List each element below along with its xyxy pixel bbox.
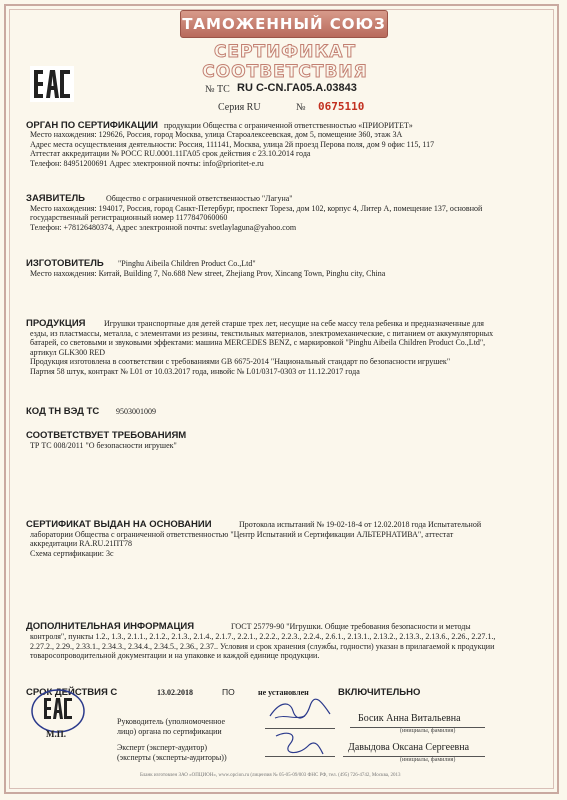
organ-line: продукции Общества с ограниченной ответственностью «ПРИОРИТЕТ» <box>164 121 413 130</box>
basis-line: аккредитации RA.RU.21ПТ78 <box>30 539 132 548</box>
validity-from: 13.02.2018 <box>157 688 193 697</box>
product-line: Игрушки транспортные для детей старше трех лет, несущие на себе массу тела ребенка и предназначенные для <box>104 319 484 328</box>
validity-inclusive: ВКЛЮЧИТЕЛЬНО <box>338 687 421 698</box>
manufacturer-line: Место нахождения: Китай, Building 7, No.688 New street, Zhejiang Prov, Xincang Town, Pinghu city, China <box>30 269 386 278</box>
head-label: лицо) органа по сертификации <box>117 727 222 736</box>
footer-printer-info: Бланк изготовлен ЗАО «ОПЦИОН», www.opcion.ru (лицензия № 05-05-09/003 ФНС РФ, тел. (495) 726-4742, Москва, 2013 <box>140 773 401 778</box>
head-initials-caption: (инициалы, фамилия) <box>400 728 456 734</box>
expert-label: Эксперт (эксперт-аудитор) <box>117 743 208 752</box>
product-line: Партия 58 штук, контракт № L01 от 10.03.2017 года, инвойс № L01/0317-0303 от 11.12.2017 года <box>30 367 360 376</box>
additional-line: ГОСТ 25779-90 "Игрушки. Общие требования безопасности и методы <box>231 622 471 631</box>
validity-heading: СРОК ДЕЙСТВИЯ С <box>26 687 118 698</box>
applicant-line: Место нахождения: 194017, Россия, город Санкт-Петербург, проспект Тореза, дом 102, корпус 4, Литер А, помещение 137, основной <box>30 204 483 213</box>
expert-name: Давыдова Оксана Сергеевна <box>348 742 470 753</box>
organ-heading: ОРГАН ПО СЕРТИФИКАЦИИ <box>26 120 158 131</box>
product-heading: ПРОДУКЦИЯ <box>26 318 86 329</box>
applicant-line: государственный регистрационный номер 1177847060060 <box>30 213 228 222</box>
product-line: артикул GLK300 RED <box>30 348 106 357</box>
organ-line: Аттестат аккредитации № РОСС RU.0001.11ГА05 срок действия с 23.10.2014 года <box>30 149 311 158</box>
organ-line: Телефон: 84951200691 Адрес электронной почты: info@prioritet-e.ru <box>30 159 264 168</box>
compliance-heading: СООТВЕТСТВУЕТ ТРЕБОВАНИЯМ <box>26 430 187 441</box>
series-label: Серия RU <box>218 102 261 113</box>
series-number: 0675110 <box>318 100 365 113</box>
series-no-label: № <box>296 102 306 113</box>
validity-to: не установлен <box>258 688 309 697</box>
additional-heading: ДОПОЛНИТЕЛЬНАЯ ИНФОРМАЦИЯ <box>26 621 195 632</box>
product-line: батарей, со световыми и звуковыми эффектами: машина MERCEDES BENZ, с маркировкой "Pinghu Aibeila Children Product Co.,Ltd", <box>30 338 486 347</box>
expert-signature-line <box>265 756 335 757</box>
applicant-line: Телефон: +78126480374, Адрес электронной почты: svetlaylaguna@yahoo.com <box>30 223 297 232</box>
customs-union-banner <box>180 10 388 38</box>
head-label: Руководитель (уполномоченное <box>117 717 226 726</box>
stamp-mp: М.П. <box>46 729 66 739</box>
organ-line: Место нахождения: 129626, Россия, город Москва, улица Староалексеевская, дом 5, помещение 360, этаж 3А <box>30 130 403 139</box>
manufacturer-line: "Pinghu Aibeila Children Product Co.,Ltd" <box>118 259 256 268</box>
basis-line: лаборатории Общества с ограниченной ответственностью "Центр Испытаний и Сертификации АЛЬТЕРНАТИВА", аттестат <box>30 530 454 539</box>
organ-line: Адрес места осуществления деятельности: Россия, 111141, Москва, улица 2й проезд Перова поля, дом 9 офис 115, 117 <box>30 140 435 149</box>
additional-line: контроля", пункты 1.2., 1.3., 2.1.1., 2.1.2., 2.1.3., 2.1.4., 2.1.7., 2.2.1., 2.2.2., 2.2.3., 2.2.4., 2.6.1., 2.13.1., 2.13.2., 2.13.3., 2.13.6., 2.26., 2.27.1., <box>30 632 496 641</box>
product-line: езды, из пластмассы, металла, с элементами из резины, текстильных материалов, электромеханические, с питанием от аккумуляторных <box>30 329 494 338</box>
manufacturer-heading: ИЗГОТОВИТЕЛЬ <box>26 258 104 269</box>
applicant-heading: ЗАЯВИТЕЛЬ <box>26 193 85 204</box>
code-value: 9503001009 <box>116 407 156 416</box>
certificate-number: RU C-CN.ГА05.А.03843 <box>237 82 357 94</box>
code-heading: КОД ТН ВЭД ТС <box>26 406 100 417</box>
additional-line: товаросопроводительной документации и на упаковке и каждой единице продукции. <box>30 651 320 660</box>
basis-line: Протокола испытаний № 19-02-18-4 от 12.02.2018 года Испытательной <box>239 520 482 529</box>
certificate-title: СЕРТИФИКАТ СООТВЕТСТВИЯ <box>202 42 368 82</box>
validity-to-label: ПО <box>222 687 235 697</box>
banner-text: ТАМОЖЕННЫЙ СОЮЗ <box>182 15 386 33</box>
additional-line: 2.27.2., 2.29., 2.33.1., 2.34.3., 2.34.4., 2.34.5., 2.36., 2.37.. Условия и срок хранения (службы, годности) указан в прилагаемой к продукции <box>30 642 495 651</box>
expert-label: (эксперты (эксперты-аудиторы)) <box>117 753 227 762</box>
head-signature-icon <box>265 696 335 726</box>
eac-logo-icon <box>30 66 74 102</box>
head-name: Босик Анна Витальевна <box>358 713 461 724</box>
product-line: Продукция изготовлена в соответствии с требованиями GB 6675-2014 "Национальный стандарт по безопасности игрушек" <box>30 357 451 366</box>
expert-initials-caption: (инициалы, фамилия) <box>400 757 456 763</box>
applicant-line: Общество с ограниченной ответственностью "Лагуна" <box>106 194 293 203</box>
cert-no-label: № ТС <box>205 84 230 95</box>
eac-stamp-icon <box>30 688 86 734</box>
basis-heading: СЕРТИФИКАТ ВЫДАН НА ОСНОВАНИИ <box>26 519 212 530</box>
basis-line: Схема сертификации: 3с <box>30 549 114 558</box>
compliance-line: ТР ТС 008/2011 "О безопасности игрушек" <box>30 441 177 450</box>
